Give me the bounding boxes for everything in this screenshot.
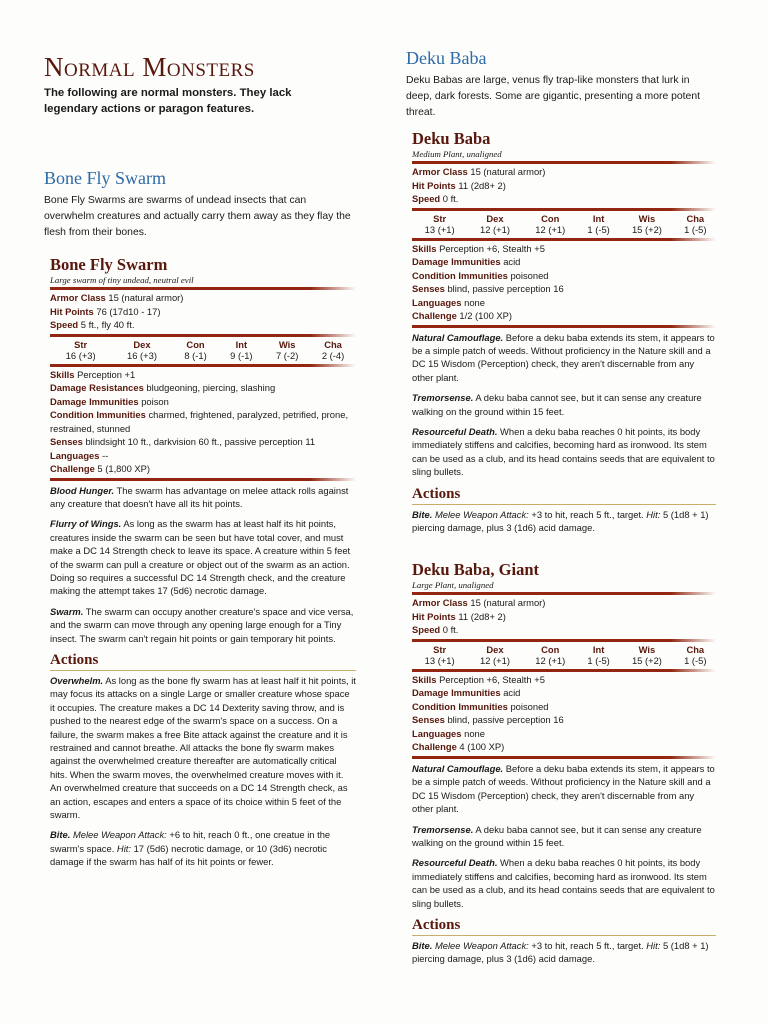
ability-header: Wis — [638, 643, 656, 655]
ability-value: 12 (+1) — [535, 223, 566, 235]
ability-value: 15 (+2) — [631, 654, 662, 666]
action-bite: Bite. Melee Weapon Attack: +6 to hit, reach 0 ft., one creatue in the swarm's space. Hit: 17 (5d6) necrotic damage, or 10 (3d6) necrotic damage if the swarm has half of its hit points or fewer. — [50, 829, 331, 868]
languages-line: Languages -- — [50, 449, 109, 461]
ability-value: 8 (-1) — [184, 349, 207, 361]
ability-header: Con — [541, 212, 560, 224]
ability-value: 1 (-5) — [684, 223, 707, 235]
ability-scores — [412, 212, 716, 236]
skills-line: Skills Perception +6, Stealth +5 — [412, 242, 545, 254]
stat-block-bone-fly-swarm — [44, 255, 356, 869]
skills-line: Skills Perception +1 — [50, 368, 136, 380]
action-overwhelm: Overwhelm. As long as the bone fly swarm has at least half it hit points, it may focus its attacks on a single Large or smaller creature whose space it occupies. The creature makes a DC 14 Dexterity saving throw, and is pushed to the nearest edge of the swarm's space on a success. On a failure, the swarm makes a free Bite attack against the creature and it is restrained and cannot breathe. All attacks the bone fly swarm makes against the overwhelmed creature thereafter are automatically critical hits. When the swarm moves, the overwhelmed creature moves with it. An overwhelmed creature that succeeds on a DC 14 Strength check, as an action, escapes and enters a space of its choice within 5 feet of the swarm. — [50, 674, 356, 821]
ability-header: Str — [74, 338, 88, 350]
damage-immunities-line: Damage Immunities poison — [50, 395, 169, 407]
ability-value: 15 (+2) — [631, 223, 662, 235]
speed-line: Speed 5 ft., fly 40 ft. — [50, 319, 135, 330]
ability-value: 1 (-5) — [587, 223, 610, 235]
section-title-bone-fly-swarm: Bone Fly Swarm — [44, 168, 167, 188]
ability-value: 13 (+1) — [424, 223, 455, 235]
stat-block-deku-baba — [406, 129, 716, 534]
divider — [50, 364, 356, 367]
trait-natural-camouflage: Natural Camouflage. Before a deku baba extends its stem, it appears to be a simple patch of weeds. Without proficiency in the Nature skill and a DC 15 Wisdom (Perception) check, they aren't discernable from any other plant. — [412, 762, 715, 815]
ability-header: Cha — [324, 338, 342, 350]
ability-header: Con — [186, 338, 205, 350]
ability-scores — [50, 338, 356, 362]
section-text-deku-baba: Deku Babas are large, venus fly trap-like monsters that lurk in deep, dark forests. Some are gigantic, presenting a more potent threat. — [406, 75, 700, 118]
senses-line: Senses blind, passive perception 16 — [412, 283, 564, 294]
ability-value: 1 (-5) — [684, 654, 707, 666]
section-title-deku-baba: Deku Baba — [406, 48, 487, 68]
ability-value: 1 (-5) — [587, 654, 610, 666]
divider — [412, 639, 716, 642]
ability-value: 12 (+1) — [479, 654, 510, 666]
ability-header: Str — [433, 212, 447, 224]
trait-resourceful-death: Resourceful Death. When a deku baba reaches 0 hit points, its body immediately stiffens and calcifies, becoming hard as ironwood. Its stem can be used as a club, and its head contains seeds that are equivalent to sling bullets. — [412, 425, 715, 478]
hit-points-line: Hit Points 11 (2d8+ 2) — [412, 610, 506, 622]
hit-points-line: Hit Points 11 (2d8+ 2) — [412, 179, 506, 191]
challenge-line: Challenge 1/2 (100 XP) — [412, 310, 513, 321]
stat-block-type: Medium Plant, unaligned — [412, 149, 502, 159]
ability-value: 2 (-4) — [321, 349, 345, 361]
challenge-line: Challenge 5 (1,800 XP) — [50, 463, 151, 474]
ability-header: Int — [592, 212, 605, 224]
actions-heading: Actions — [412, 486, 716, 505]
stat-block-type: Large swarm of tiny undead, neutral evil — [50, 275, 194, 285]
ability-value: 16 (+3) — [126, 349, 157, 361]
languages-line: Languages none — [412, 727, 485, 739]
page-title: Normal Monsters — [44, 52, 255, 82]
ability-header: Int — [592, 643, 605, 655]
divider — [412, 161, 716, 164]
ability-scores — [412, 643, 716, 667]
senses-line: Senses blind, passive perception 16 — [412, 714, 564, 726]
trait-blood-hunger: Blood Hunger. The swarm has advantage on melee attack rolls against any creature that doesn't have all its hit points. — [50, 484, 349, 509]
damage-resistances-line: Damage Resistances bludgeoning, piercing, slashing — [50, 382, 276, 393]
ability-header: Int — [235, 338, 248, 350]
divider — [50, 334, 356, 337]
trait-swarm: Swarm. The swarm can occupy another creature's space and vice versa, and the swarm can move through any opening large enough for a Tiny insect. The swarm can't regain hit points or gain temporary hit points. — [50, 605, 354, 644]
page-intro: The following are normal monsters. They lack legendary actions or paragon features. — [44, 87, 292, 115]
ability-header: Dex — [486, 643, 504, 655]
ability-value: 9 (-1) — [230, 349, 253, 361]
ability-header: Dex — [133, 338, 151, 350]
armor-class-line: Armor Class 15 (natural armor) — [50, 292, 184, 303]
stat-block-name: Deku Baba — [412, 129, 491, 148]
ability-header: Wis — [278, 338, 296, 350]
skills-line: Skills Perception +6, Stealth +5 — [412, 673, 545, 685]
condition-immunities-line: Condition Immunities charmed, frightened, paralyzed, petrified, prone, restrained, stunned — [50, 409, 349, 434]
trait-tremorsense: Tremorsense. A deku baba cannot see, but it can sense any creature walking on the ground within 15 feet. — [412, 823, 702, 848]
actions-heading: Actions — [50, 652, 356, 671]
damage-immunities-line: Damage Immunities acid — [412, 687, 521, 699]
actions-heading: Actions — [412, 917, 716, 936]
action-bite: Bite. Melee Weapon Attack: +3 to hit, reach 5 ft., target. Hit: 5 (1d8 + 1) piercing damage, plus 3 (1d6) acid damage. — [412, 939, 709, 965]
armor-class-line: Armor Class 15 (natural armor) — [412, 166, 546, 177]
condition-immunities-line: Condition Immunities poisoned — [412, 269, 549, 281]
ability-header: Cha — [686, 212, 705, 224]
divider — [412, 325, 716, 328]
stat-block-deku-baba-giant — [406, 560, 716, 965]
challenge-line: Challenge 4 (100 XP) — [412, 741, 505, 753]
divider — [412, 238, 716, 241]
ability-header: Wis — [638, 212, 656, 224]
stat-block-name: Deku Baba, Giant — [412, 560, 539, 580]
ability-header: Con — [541, 643, 560, 655]
trait-tremorsense: Tremorsense. A deku baba cannot see, but it can sense any creature walking on the ground within 15 feet. — [412, 392, 702, 417]
senses-line: Senses blindsight 10 ft., darkvision 60 ft., passive perception 11 — [50, 436, 316, 447]
speed-line: Speed 0 ft. — [412, 193, 459, 204]
ability-value: 13 (+1) — [424, 654, 455, 666]
ability-value: 7 (-2) — [275, 349, 299, 361]
divider — [50, 287, 356, 290]
ability-value: 12 (+1) — [535, 654, 566, 666]
divider — [412, 756, 716, 759]
speed-line: Speed 0 ft. — [412, 624, 459, 636]
section-text-bone-fly-swarm: Bone Fly Swarms are swarms of undead insects that can overwhelm creatures and actually carry them away as they flay the flesh from their bones. — [44, 195, 351, 238]
ability-header: Cha — [686, 643, 705, 655]
divider — [412, 208, 716, 211]
trait-resourceful-death: Resourceful Death. When a deku baba reaches 0 hit points, its body immediately stiffens and calcifies, becoming hard as ironwood. Its stem can be used as a club, and its head contains seeds that are equivalent to sling bullets. — [412, 857, 715, 909]
divider — [412, 669, 716, 672]
right-column — [406, 48, 716, 973]
armor-class-line: Armor Class 15 (natural armor) — [412, 597, 546, 609]
trait-flurry-of-wings: Flurry of Wings. As long as the swarm has at least half its hit points, creatures inside the swarm can be seen but have total cover, and must make a DC 14 Strength check to leave its space. A creature within 5 feet of the swarm can pull a creature or object out of the swarm as an action. Doing so requires a successful DC 14 Strength check, and the creature making the attempt takes 17 (5d6) necrotic damage. — [50, 518, 351, 597]
ability-header: Str — [433, 643, 447, 655]
divider — [412, 592, 716, 595]
trait-natural-camouflage: Natural Camouflage. Before a deku baba extends its stem, it appears to be a simple patch of weeds. Without proficiency in the Nature skill and a DC 15 Wisdom (Perception) check, they aren't discernable from any other plant. — [412, 331, 715, 383]
stat-block-type: Large Plant, unaligned — [412, 580, 494, 591]
divider — [50, 478, 356, 481]
languages-line: Languages none — [412, 296, 485, 308]
action-bite: Bite. Melee Weapon Attack: +3 to hit, reach 5 ft., target. Hit: 5 (1d8 + 1) piercing damage, plus 3 (1d6) acid damage. — [412, 508, 709, 533]
ability-value: 12 (+1) — [479, 223, 510, 235]
stat-block-name: Bone Fly Swarm — [50, 255, 168, 274]
ability-value: 16 (+3) — [65, 349, 96, 361]
condition-immunities-line: Condition Immunities poisoned — [412, 700, 549, 712]
ability-header: Dex — [486, 212, 504, 224]
hit-points-line: Hit Points 76 (17d10 - 17) — [50, 305, 161, 317]
left-column — [44, 168, 356, 876]
damage-immunities-line: Damage Immunities acid — [412, 256, 521, 267]
